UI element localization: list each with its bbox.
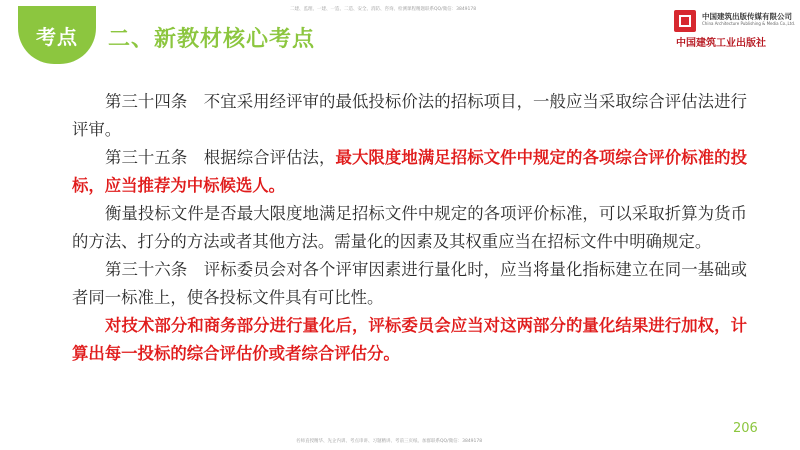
bottom-watermark: 名师直授精华、先企内训、考点串讲、习题精讲、考前三页纸、加群联系QQ/微信：3849178 xyxy=(296,439,483,444)
paragraph-article-36: 第三十六条 评标委员会对各个评审因素进行量化时，应当将量化指标建立在同一基础或者同一标准上，使各投标文件具有可比性。 xyxy=(72,260,747,307)
page-number: 206 xyxy=(733,421,758,436)
paragraph-weighting-highlight: 对技术部分和商务部分进行量化后，评标委员会应当对这两部分的量化结果进行加权，计算出每一投标的综合评估价或者综合评估分。 xyxy=(72,316,747,363)
publisher-logo-block xyxy=(674,10,796,49)
paragraph-evaluation-methods: 衡量投标文件是否最大限度地满足招标文件中规定的各项评价标准，可以采取折算为货币的方法、打分的方法或者其他方法。需量化的因素及其权重应当在招标文件中明确规定。 xyxy=(72,204,747,251)
paragraph-article-35-text: 第三十五条 根据综合评估法， xyxy=(105,148,336,167)
paragraph-article-35-highlight: 最大限度地满足招标文件中规定的各项综合评价标准的投标，应当推荐为中标候选人。 xyxy=(72,148,748,195)
section-title: 二、新教材核心考点 xyxy=(108,27,316,52)
publisher-name-en: China Architecture Publishing & Media Co.,Ltd. xyxy=(702,21,796,26)
publisher-logo-icon xyxy=(674,10,696,32)
paragraph-article-35 xyxy=(72,144,747,200)
publisher-name-cn: 中国建筑出版传媒有限公司 xyxy=(702,12,792,21)
topic-badge xyxy=(18,6,96,64)
paragraph-article-34: 第三十四条 不宜采用经评审的最低投标价法的招标项目，一般应当采取综合评估法进行评审。 xyxy=(72,92,747,139)
topic-badge-label: 考点 xyxy=(36,24,78,49)
top-watermark: 二建、监理、一建、一造、二造、安全、消防、咨询、检测课程精题联系QQ/微信：3849178 xyxy=(290,7,477,12)
publisher-calligraphy-name: 中国建筑工业出版社 xyxy=(676,38,766,49)
article-content xyxy=(72,88,747,368)
